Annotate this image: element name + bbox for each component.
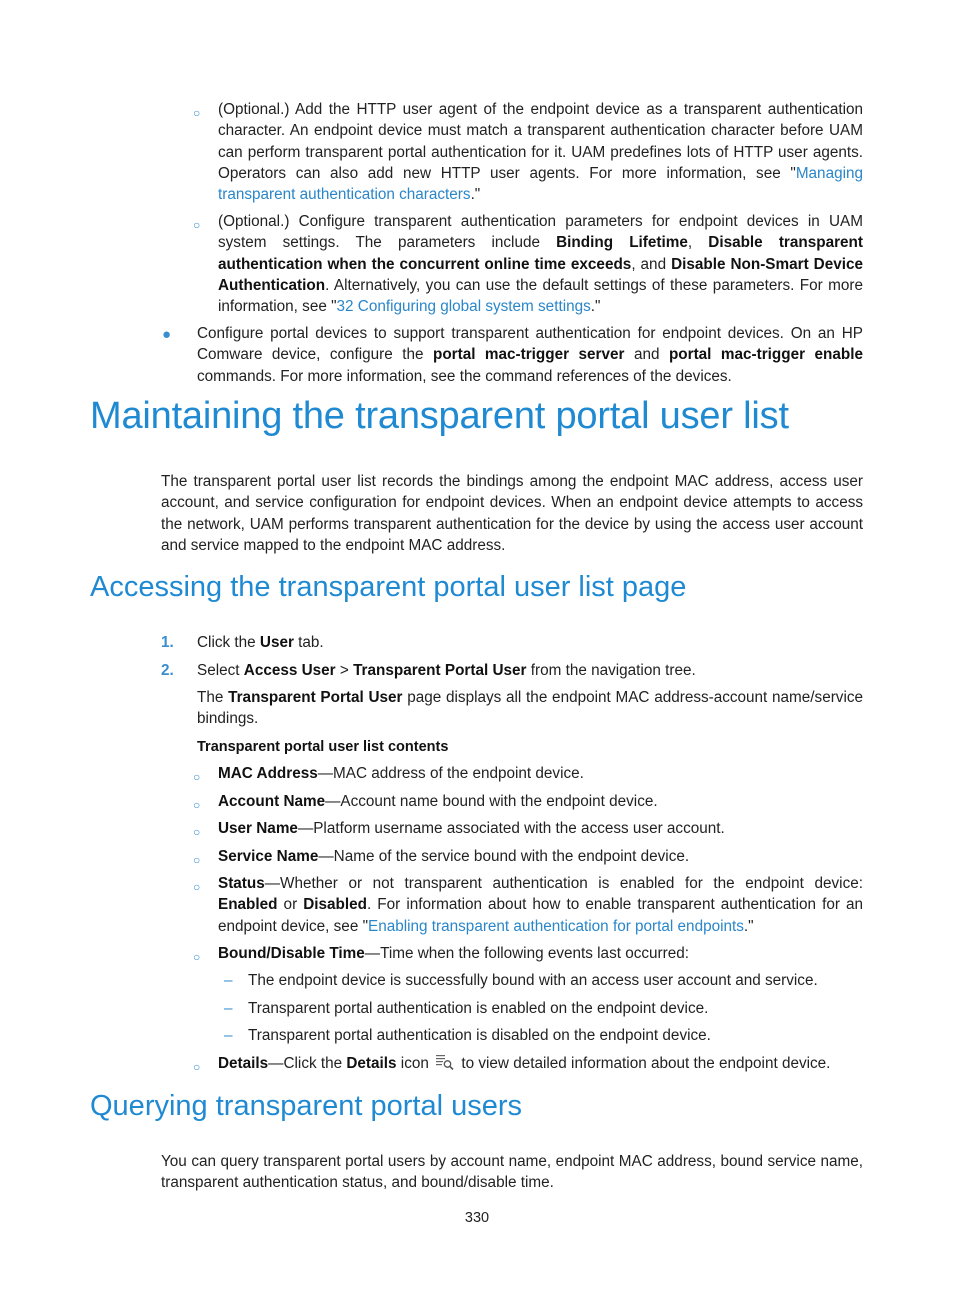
link-managing-characters[interactable]: Managing transparent authentication characters [218, 164, 863, 204]
field-name: MAC Address [218, 765, 318, 782]
text: page displays all the endpoint MAC address-account name/service bindings. [197, 689, 864, 728]
field-name: Bound/Disable Time [218, 945, 365, 962]
field-name: Details [218, 1055, 269, 1072]
command-term: portal mac-trigger server [432, 346, 625, 364]
field-name: User Name [218, 820, 298, 837]
text: Configure portal devices to support transparent authentication for endpoint devices. On an HP Comware device, configure the [197, 325, 863, 364]
details-icon [435, 1053, 455, 1071]
event-item: Transparent portal authentication is disabled on the endpoint device. [248, 1027, 711, 1044]
bullet-portal-devices [197, 323, 863, 387]
ui-term: User [259, 634, 294, 651]
step-number: 1. [161, 634, 174, 651]
text: from the navigation tree. [526, 662, 696, 679]
text: ." [590, 298, 601, 316]
event-item: The endpoint device is successfully bound with an access user account and service. [248, 972, 818, 989]
field-desc: —MAC address of the endpoint device. [317, 765, 584, 782]
ui-term: Transparent Portal User [353, 662, 527, 679]
sub-bullet-auth-parameters [218, 211, 863, 317]
step-number: 2. [161, 662, 174, 679]
field-name: Account Name [218, 793, 326, 810]
text: or [277, 896, 304, 914]
dash-bullet-icon: – [224, 1027, 233, 1044]
intro-paragraph: The transparent portal user list records the bindings among the endpoint MAC address, access user account, and service configuration for endpoint devices. When an endpoint device attempts to access the network, UAM performs transparent authentication for the device by using the access user account and service mapped to the endpoint MAC address. [161, 473, 863, 554]
section-heading-accessing: Accessing the transparent portal user list page [90, 571, 687, 603]
link-enabling-transparent-auth[interactable]: Enabling transparent authentication for portal endpoints [368, 917, 744, 935]
text: commands. For more information, see the command references of the devices. [197, 367, 732, 385]
text: , and [631, 255, 672, 273]
hollow-bullet-icon: ○ [193, 106, 201, 120]
field-desc: —Name of the service bound with the endpoint device. [318, 848, 690, 865]
hollow-bullet-icon: ○ [193, 1060, 201, 1074]
query-paragraph: You can query transparent portal users by account name, endpoint MAC address, bound service name, transparent authentication status, and bound/disable time. [161, 1153, 863, 1192]
filled-bullet-icon: ● [162, 326, 172, 343]
field-details [218, 1053, 863, 1074]
bold-term: Disable transparent authentication when the concurrent online time exceeds [218, 234, 863, 273]
text: The [197, 689, 229, 706]
hollow-bullet-icon: ○ [193, 825, 201, 839]
field-status [218, 873, 863, 937]
text: —Click the [268, 1055, 347, 1072]
bold-term: Details [346, 1055, 397, 1072]
bold-term: Binding Lifetime [556, 234, 688, 252]
list-caption: Transparent portal user list contents [197, 739, 449, 755]
dash-bullet-icon: – [224, 1000, 233, 1017]
field-name: Service Name [218, 848, 319, 865]
event-item: Transparent portal authentication is enabled on the endpoint device. [248, 1000, 709, 1017]
text: > [335, 662, 354, 679]
text: ." [743, 917, 754, 935]
text: (Optional.) Configure transparent authentication parameters for endpoint devices in UAM system settings. The parameters include [218, 213, 863, 252]
field-account-name [218, 791, 863, 812]
text: Click the [197, 634, 260, 651]
text: (Optional.) Add the HTTP user agent of the endpoint device as a transparent authentication character. An endpoint device must match a transparent authentication character before UAM can perform transparent portal authentication for it. UAM predefines lots of HTTP user agents. Operators can also add new HTTP user agents. For more information, see " [218, 101, 863, 182]
text: Select [197, 662, 244, 679]
field-user-name [218, 818, 863, 839]
field-mac-address [218, 763, 863, 784]
hollow-bullet-icon: ○ [193, 853, 201, 867]
hollow-bullet-icon: ○ [193, 880, 201, 894]
field-name: Status [218, 875, 265, 892]
text: to view detailed information about the endpoint device. [457, 1055, 831, 1072]
text: . For information about how to enable transparent authentication for an endpoint device, see " [218, 896, 863, 935]
page-title: Maintaining the transparent portal user list [90, 395, 789, 437]
hollow-bullet-icon: ○ [193, 218, 201, 232]
section-heading-querying: Querying transparent portal users [90, 1090, 522, 1122]
field-desc: —Time when the following events last occurred: [364, 945, 689, 962]
text: ." [470, 186, 481, 204]
sub-bullet-http-user-agent [218, 99, 863, 205]
text: tab. [293, 634, 324, 651]
hollow-bullet-icon: ○ [193, 950, 201, 964]
text: icon [396, 1055, 429, 1072]
page-number: 330 [464, 1210, 490, 1226]
text: and [624, 346, 669, 364]
command-term: portal mac-trigger enable [668, 346, 863, 364]
field-bound-disable-time [218, 943, 863, 964]
bold-term: Enabled [218, 896, 278, 914]
text: , [687, 234, 709, 252]
step-2-note [197, 687, 863, 730]
text: . Alternatively, you can use the default settings of these parameters. For more information, see " [218, 276, 863, 316]
ui-term: Access User [243, 662, 336, 679]
link-global-system-settings[interactable]: 32 Configuring global system settings [336, 298, 591, 316]
step-1 [197, 632, 863, 653]
text: —Whether or not transparent authentication is enabled for the endpoint device: [264, 875, 863, 892]
hollow-bullet-icon: ○ [193, 770, 201, 784]
field-desc: —Account name bound with the endpoint device. [325, 793, 658, 810]
hollow-bullet-icon: ○ [193, 798, 201, 812]
dash-bullet-icon: – [224, 972, 233, 989]
step-2 [197, 660, 863, 681]
bold-term: Disable Non-Smart Device Authentication [218, 255, 863, 294]
field-service-name [218, 846, 863, 867]
field-desc: —Platform username associated with the access user account. [297, 820, 725, 837]
ui-term: Transparent Portal User [228, 689, 403, 706]
bold-term: Disabled [303, 896, 367, 914]
